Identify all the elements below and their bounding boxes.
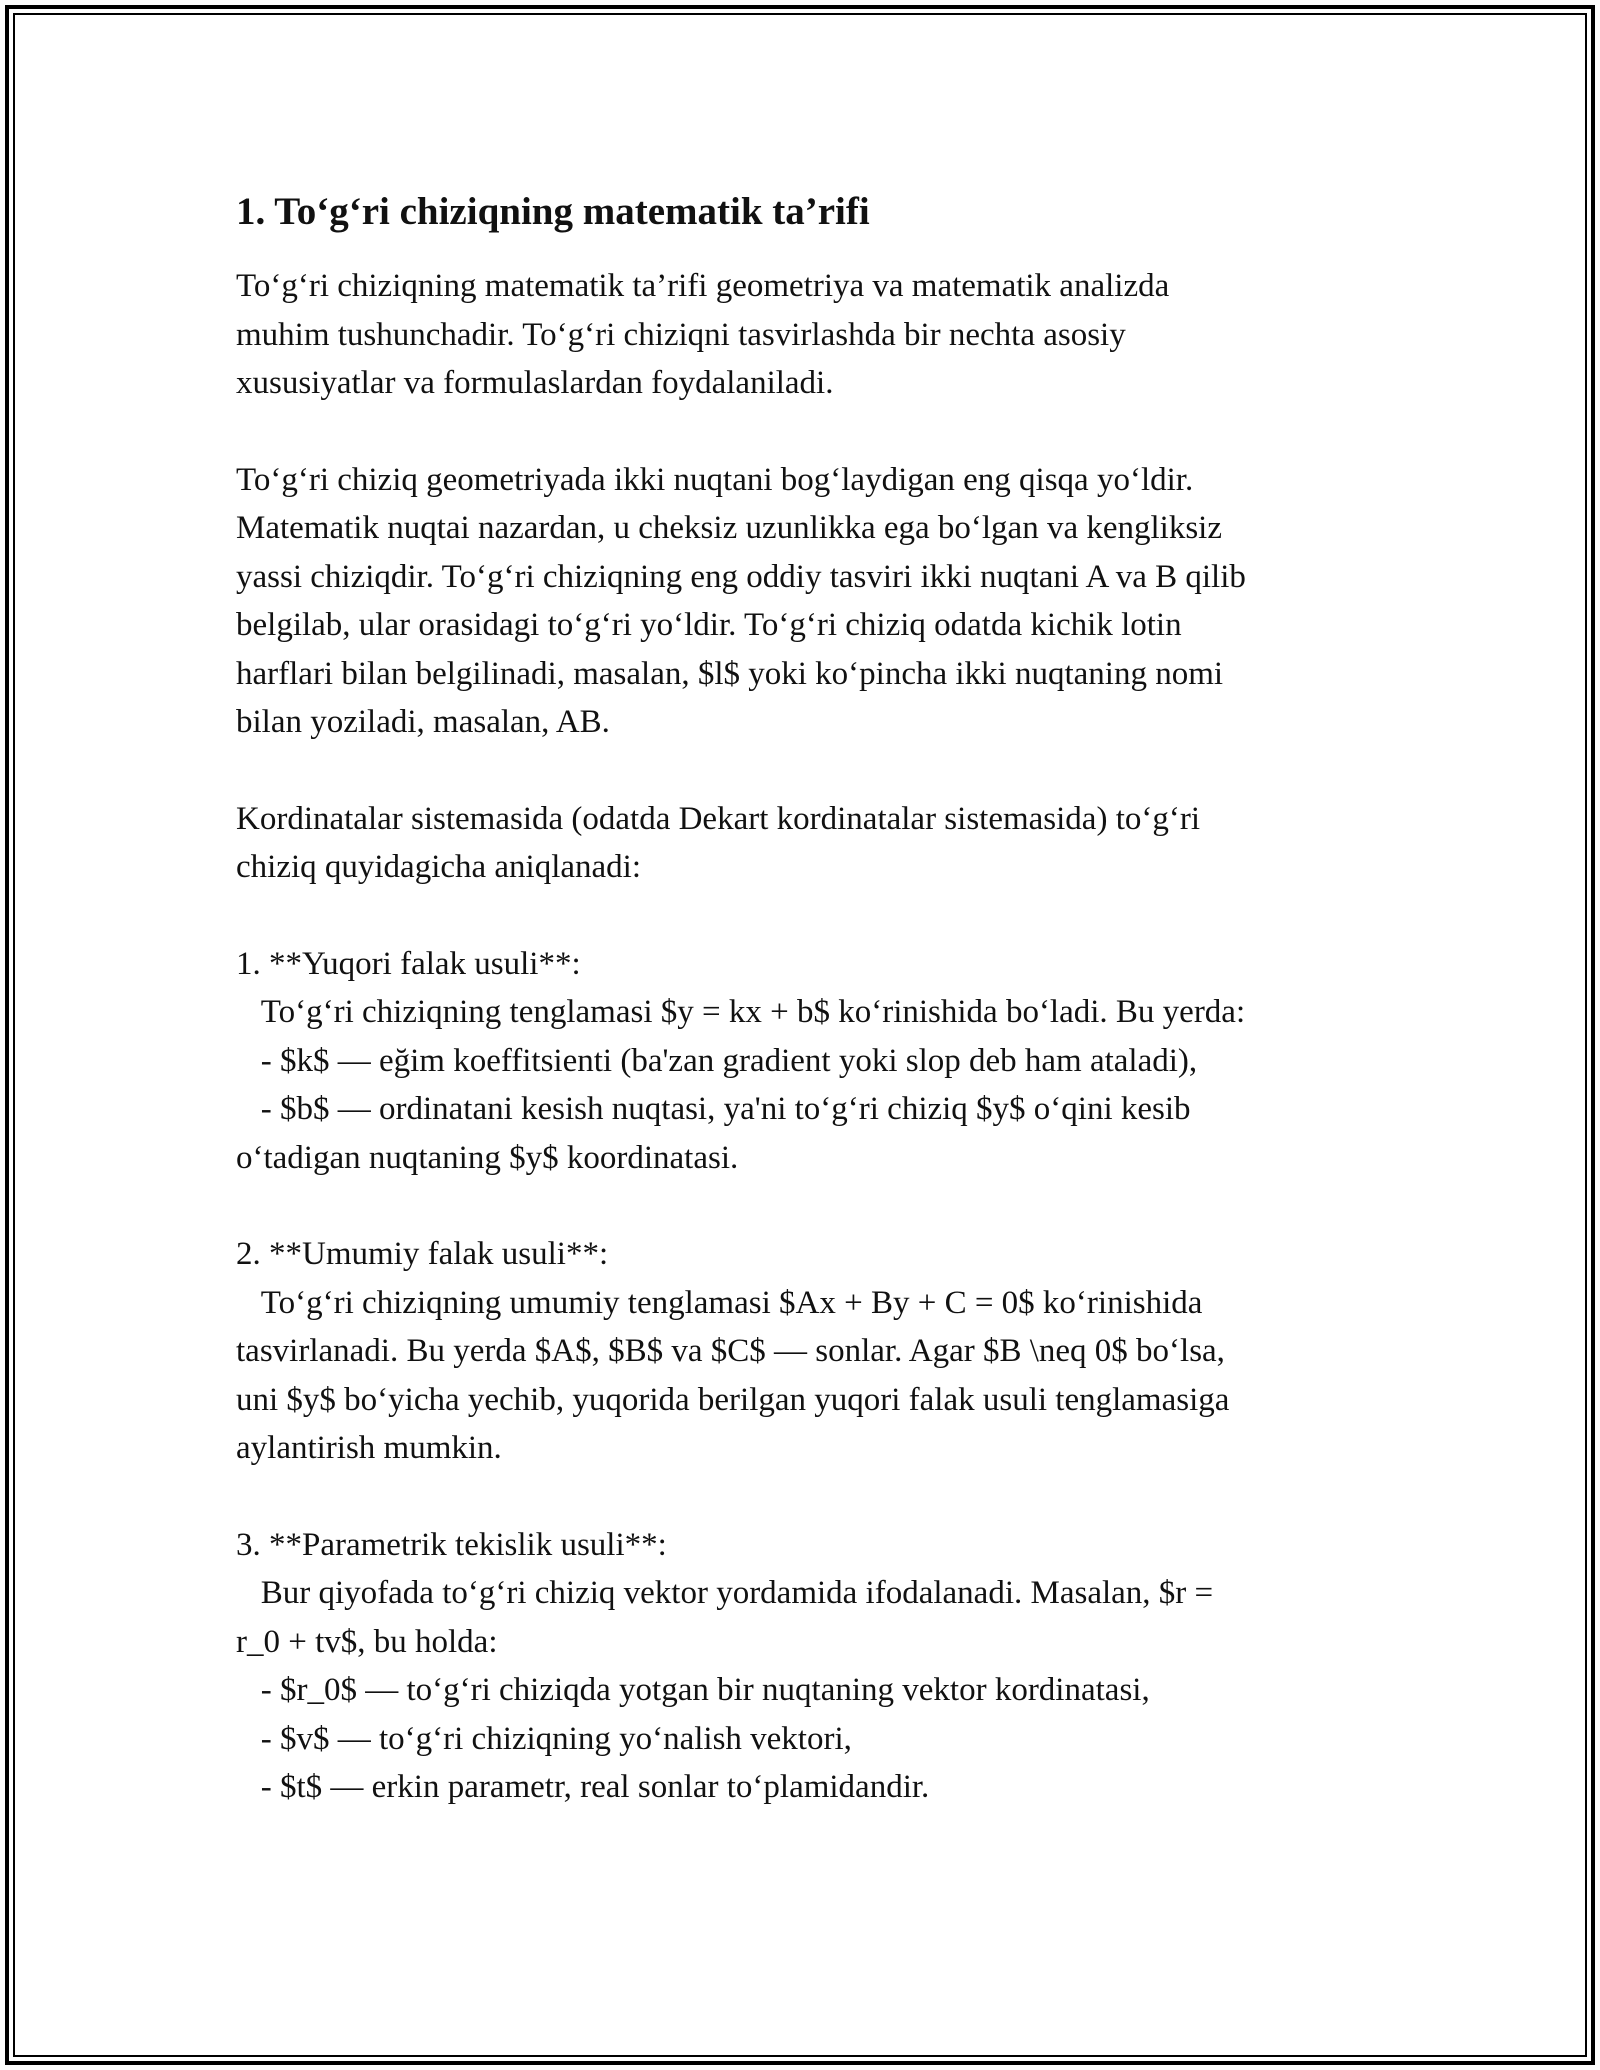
document-title: 1. To‘g‘ri chiziqning matematik ta’rifi — [236, 190, 870, 233]
definition-paragraph: To‘g‘ri chiziq geometriyada ikki nuqtani bog‘laydigan eng qisqa yo‘ldir. Matematik nuqtai nazardan, u cheksiz uzunlikka ega bo‘lgan va kengliksiz yassi chiziqdir. To‘g‘ri chiziqning eng oddiy tasviri ikki nuqtani A va B qilib belgilab, ular orasidagi to‘g‘ri yo‘ldir. To‘g‘ri chiziq odatda kichik lotin harflari bilan belgilinadi, masalan, $l$ yoki ko‘pincha ikki nuqtaning nomi bilan yoziladi, masalan, AB. — [236, 461, 1246, 740]
slope-intercept-section: 1. **Yuqori falak usuli**: To‘g‘ri chiziqning tenglamasi $y = kx + b$ ko‘rinishida bo‘ladi. Bu yerda: - $k$ — eğim koeffitsienti (ba'zan gradient yoki slop deb ham ataladi), - $b$ — ordinatani kesish nuqtasi, ya'ni to‘g‘ri chiziq $y$ o‘qini kesib o‘tadigan nuqtaning $y$ koordinatasi. — [236, 945, 1246, 1176]
paragraph-gap — [236, 892, 1376, 940]
intro-paragraph: To‘g‘ri chiziqning matematik ta’rifi geometriya va matematik analizda muhim tushunchadir. To‘g‘ri chiziqni tasvirlashda bir nechta asosiy xususiyatlar va formulaslardan foydalaniladi. — [236, 268, 1170, 401]
general-form-section: 2. **Umumiy falak usuli**: To‘g‘ri chiziqning umumiy tenglamasi $Ax + By + C = 0$ ko‘rinishida tasvirlanadi. Bu yerda $A$, $B$ va $C$ — sonlar. Agar $B \neq 0$ bo‘lsa, uni $y$ bo‘yicha yechib, yuqorida berilgan yuqori falak usuli tenglamasiga aylantirish mumkin. — [236, 1236, 1230, 1466]
paragraph-gap — [236, 408, 1376, 456]
paragraph-gap — [236, 1182, 1376, 1230]
document-body — [236, 186, 1376, 1812]
paragraph-gap — [236, 747, 1376, 795]
paragraph-gap — [236, 1473, 1376, 1521]
parametric-form-section: 3. **Parametrik tekislik usuli**: Bur qiyofada to‘g‘ri chiziq vektor yordamida ifodalanadi. Masalan, $r = r_0 + tv$, bu holda: - $r_0$ — to‘g‘ri chiziqda yotgan bir nuqtaning vektor kordinatasi, - $v$ — to‘g‘ri chiziqning yo‘nalish vektori, - $t$ — erkin parametr, real sonlar to‘plamidandir. — [236, 1526, 1214, 1805]
coordinate-paragraph: Kordinatalar sistemasida (odatda Dekart kordinatalar sistemasida) to‘g‘ri chiziq quyidagicha aniqlanadi: — [236, 800, 1200, 885]
